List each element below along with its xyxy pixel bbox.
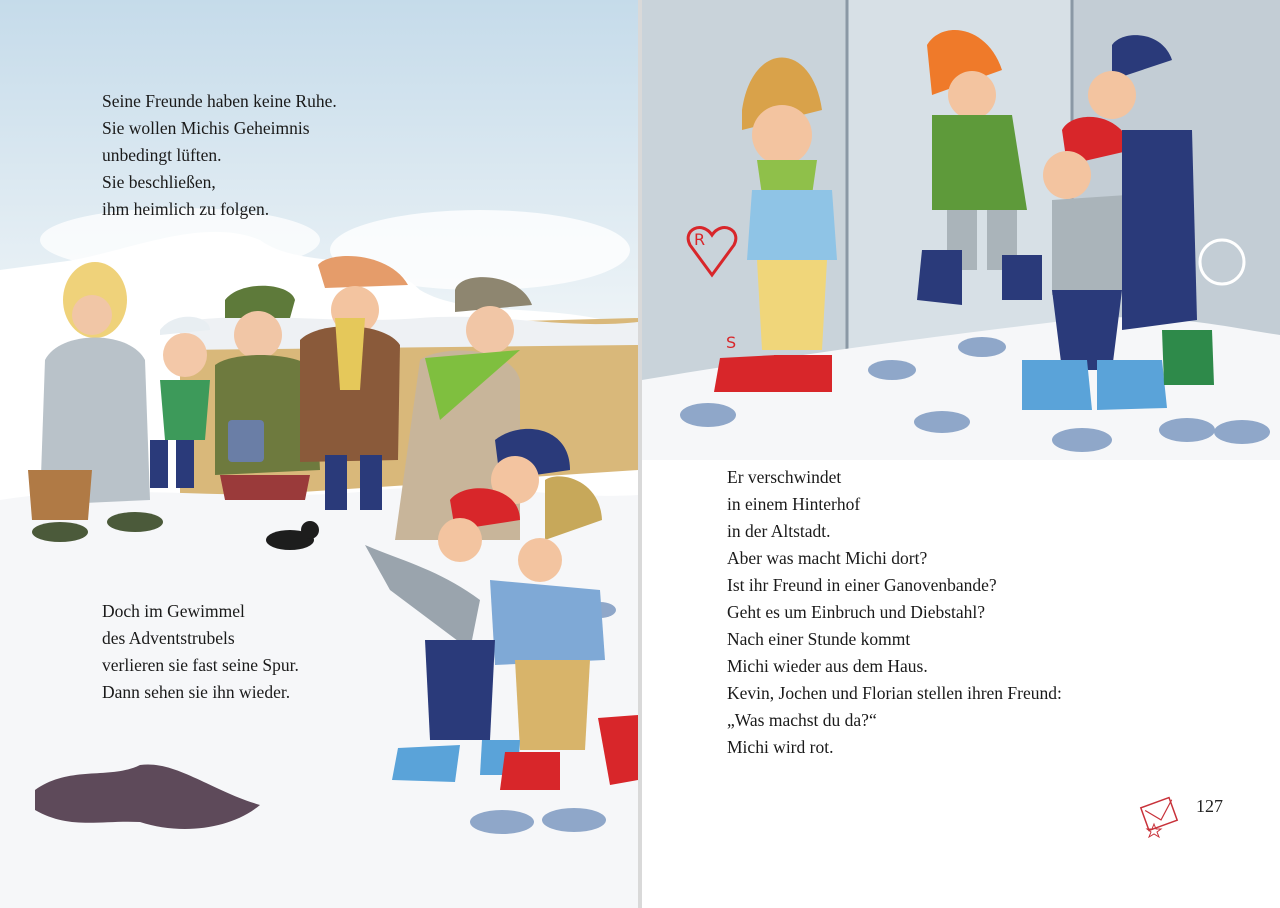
text-line: Geht es um Einbruch und Diebstahl? — [727, 602, 986, 622]
text-line: Doch im Gewimmel — [102, 601, 245, 621]
envelope-star-icon — [1138, 794, 1182, 838]
text-line: Aber was macht Michi dort? — [727, 548, 928, 568]
svg-text:R: R — [694, 230, 706, 249]
page-number: 127 — [1196, 796, 1223, 816]
text-line: in einem Hinterhof — [727, 494, 861, 514]
text-line: Seine Freunde haben keine Ruhe. — [102, 91, 337, 111]
right-page — [642, 0, 1280, 908]
text-line: Michi wird rot. — [727, 737, 834, 757]
text-line: „Was machst du da?“ — [727, 710, 877, 730]
backyard-illustration — [642, 0, 1280, 460]
text-line: Michi wieder aus dem Haus. — [727, 656, 928, 676]
right-paragraph — [727, 464, 1062, 761]
left-paragraph-2 — [102, 598, 299, 706]
text-line: Sie beschließen, — [102, 172, 216, 192]
left-page — [0, 0, 638, 908]
text-line: Kevin, Jochen und Florian stellen ihren Freund: — [727, 683, 1062, 703]
text-line: Nach einer Stunde kommt — [727, 629, 911, 649]
text-line: in der Altstadt. — [727, 521, 831, 541]
left-paragraph-1 — [102, 88, 337, 223]
text-line: verlieren sie fast seine Spur. — [102, 655, 299, 675]
text-line: des Adventstrubels — [102, 628, 235, 648]
text-line: Sie wollen Michis Geheimnis — [102, 118, 310, 138]
text-line: unbedingt lüften. — [102, 145, 222, 165]
text-line: ihm heimlich zu folgen. — [102, 199, 270, 219]
text-line: Ist ihr Freund in einer Ganovenbande? — [727, 575, 997, 595]
svg-text:S: S — [726, 333, 737, 352]
text-line: Dann sehen sie ihn wieder. — [102, 682, 291, 702]
text-line: Er verschwindet — [727, 467, 842, 487]
